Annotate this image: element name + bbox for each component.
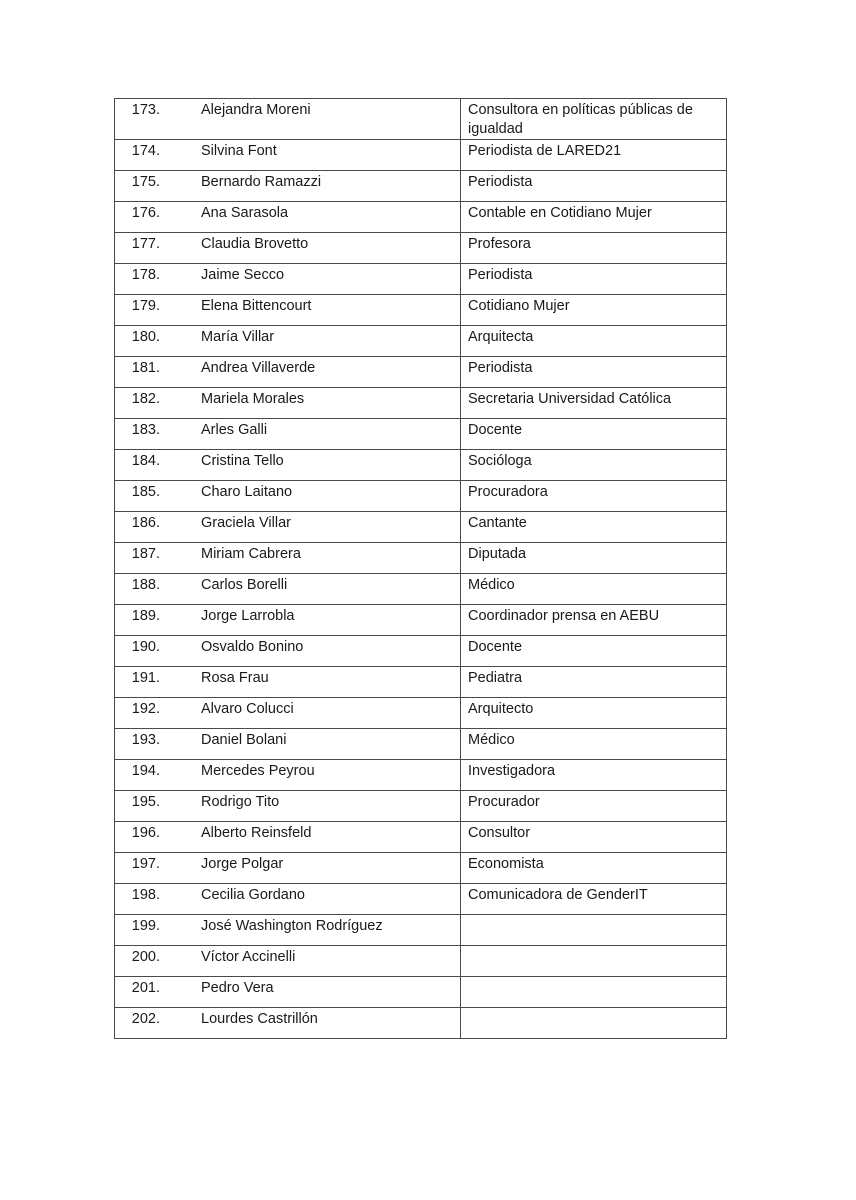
role-cell: Socióloga xyxy=(461,450,727,481)
person-name: Alejandra Moreni xyxy=(201,102,311,118)
table-row xyxy=(115,946,727,977)
row-number: 187. xyxy=(131,546,160,562)
role-cell: Procurador xyxy=(461,791,727,822)
row-number: 198. xyxy=(131,887,160,903)
row-number: 183. xyxy=(131,422,160,438)
row-number: 191. xyxy=(131,670,160,686)
person-name: Mercedes Peyrou xyxy=(201,763,315,779)
role-cell: Cantante xyxy=(461,512,727,543)
number-name-cell xyxy=(115,388,461,419)
number-name-cell xyxy=(115,1008,461,1039)
row-number: 189. xyxy=(131,608,160,624)
table-row xyxy=(115,264,727,295)
table-row xyxy=(115,853,727,884)
role-cell: Arquitecto xyxy=(461,698,727,729)
person-name: Alberto Reinsfeld xyxy=(201,825,312,841)
role-cell: Diputada xyxy=(461,543,727,574)
row-number: 199. xyxy=(131,918,160,934)
table-row xyxy=(115,822,727,853)
person-name: Víctor Accinelli xyxy=(201,949,296,965)
number-name-cell xyxy=(115,450,461,481)
role-cell: Profesora xyxy=(461,233,727,264)
person-name: Rodrigo Tito xyxy=(201,794,280,810)
person-name: Osvaldo Bonino xyxy=(201,639,304,655)
table-row xyxy=(115,295,727,326)
table-row xyxy=(115,419,727,450)
number-name-cell xyxy=(115,977,461,1008)
row-number: 193. xyxy=(131,732,160,748)
number-name-cell xyxy=(115,915,461,946)
row-number: 184. xyxy=(131,453,160,469)
number-name-cell xyxy=(115,791,461,822)
table-row xyxy=(115,450,727,481)
number-name-cell xyxy=(115,946,461,977)
person-name: Lourdes Castrillón xyxy=(201,1011,318,1027)
person-name: Rosa Frau xyxy=(201,670,269,686)
person-name: José Washington Rodríguez xyxy=(201,918,383,934)
role-cell: Consultor xyxy=(461,822,727,853)
table-row xyxy=(115,667,727,698)
table-row xyxy=(115,202,727,233)
number-name-cell xyxy=(115,512,461,543)
person-name: Daniel Bolani xyxy=(201,732,287,748)
number-name-cell xyxy=(115,140,461,171)
number-name-cell xyxy=(115,574,461,605)
table-row xyxy=(115,512,727,543)
role-cell: Contable en Cotidiano Mujer xyxy=(461,202,727,233)
table-row xyxy=(115,388,727,419)
person-name: Elena Bittencourt xyxy=(201,298,312,314)
table-row xyxy=(115,791,727,822)
row-number: 182. xyxy=(131,391,160,407)
role-cell: Médico xyxy=(461,729,727,760)
role-cell: Secretaria Universidad Católica xyxy=(461,388,727,419)
person-name: Claudia Brovetto xyxy=(201,236,309,252)
role-cell: Arquitecta xyxy=(461,326,727,357)
row-number: 200. xyxy=(131,949,160,965)
table-row xyxy=(115,233,727,264)
row-number: 173. xyxy=(131,102,160,118)
role-cell: Docente xyxy=(461,419,727,450)
person-name: Jorge Polgar xyxy=(201,856,284,872)
number-name-cell xyxy=(115,264,461,295)
role-cell: Periodista xyxy=(461,171,727,202)
table-row xyxy=(115,636,727,667)
row-number: 188. xyxy=(131,577,160,593)
table-row xyxy=(115,884,727,915)
role-cell xyxy=(461,977,727,1008)
signatories-table xyxy=(114,98,727,1039)
row-number: 192. xyxy=(131,701,160,717)
person-name: Arles Galli xyxy=(201,422,268,438)
role-cell: Consultora en políticas públicas de igualdad xyxy=(461,99,727,140)
table-row xyxy=(115,357,727,388)
number-name-cell xyxy=(115,99,461,140)
role-cell: Docente xyxy=(461,636,727,667)
person-name: Mariela Morales xyxy=(201,391,305,407)
table-row xyxy=(115,171,727,202)
table-row xyxy=(115,977,727,1008)
number-name-cell xyxy=(115,853,461,884)
person-name: Ana Sarasola xyxy=(201,205,289,221)
person-name: Bernardo Ramazzi xyxy=(201,174,322,190)
number-name-cell xyxy=(115,884,461,915)
number-name-cell xyxy=(115,295,461,326)
row-number: 181. xyxy=(131,360,160,376)
person-name: Carlos Borelli xyxy=(201,577,288,593)
table-row xyxy=(115,915,727,946)
number-name-cell xyxy=(115,326,461,357)
row-number: 174. xyxy=(131,143,160,159)
person-name: Jorge Larrobla xyxy=(201,608,295,624)
row-number: 195. xyxy=(131,794,160,810)
row-number: 185. xyxy=(131,484,160,500)
person-name: Charo Laitano xyxy=(201,484,293,500)
person-name: Silvina Font xyxy=(201,143,277,159)
number-name-cell xyxy=(115,233,461,264)
role-cell: Periodista de LARED21 xyxy=(461,140,727,171)
role-cell xyxy=(461,1008,727,1039)
row-number: 178. xyxy=(131,267,160,283)
role-cell: Pediatra xyxy=(461,667,727,698)
number-name-cell xyxy=(115,605,461,636)
row-number: 179. xyxy=(131,298,160,314)
row-number: 190. xyxy=(131,639,160,655)
table-row xyxy=(115,481,727,512)
person-name: María Villar xyxy=(201,329,275,345)
number-name-cell xyxy=(115,419,461,450)
role-cell: Economista xyxy=(461,853,727,884)
role-cell xyxy=(461,915,727,946)
table-row xyxy=(115,760,727,791)
role-cell xyxy=(461,946,727,977)
number-name-cell xyxy=(115,667,461,698)
row-number: 201. xyxy=(131,980,160,996)
signatories-table-body xyxy=(115,99,727,1039)
number-name-cell xyxy=(115,822,461,853)
table-row xyxy=(115,605,727,636)
role-cell: Médico xyxy=(461,574,727,605)
person-name: Cecilia Gordano xyxy=(201,887,305,903)
person-name: Graciela Villar xyxy=(201,515,291,531)
number-name-cell xyxy=(115,202,461,233)
number-name-cell xyxy=(115,171,461,202)
number-name-cell xyxy=(115,636,461,667)
person-name: Pedro Vera xyxy=(201,980,274,996)
table-row xyxy=(115,1008,727,1039)
role-cell: Periodista xyxy=(461,357,727,388)
table-row xyxy=(115,140,727,171)
role-cell: Cotidiano Mujer xyxy=(461,295,727,326)
number-name-cell xyxy=(115,729,461,760)
person-name: Alvaro Colucci xyxy=(201,701,294,717)
person-name: Jaime Secco xyxy=(201,267,285,283)
person-name: Andrea Villaverde xyxy=(201,360,316,376)
number-name-cell xyxy=(115,698,461,729)
role-cell: Investigadora xyxy=(461,760,727,791)
number-name-cell xyxy=(115,760,461,791)
table-row xyxy=(115,698,727,729)
number-name-cell xyxy=(115,481,461,512)
row-number: 186. xyxy=(131,515,160,531)
person-name: Cristina Tello xyxy=(201,453,284,469)
number-name-cell xyxy=(115,543,461,574)
table-row xyxy=(115,99,727,140)
row-number: 194. xyxy=(131,763,160,779)
row-number: 197. xyxy=(131,856,160,872)
table-row xyxy=(115,574,727,605)
role-cell: Comunicadora de GenderIT xyxy=(461,884,727,915)
row-number: 180. xyxy=(131,329,160,345)
row-number: 177. xyxy=(131,236,160,252)
row-number: 175. xyxy=(131,174,160,190)
role-cell: Periodista xyxy=(461,264,727,295)
number-name-cell xyxy=(115,357,461,388)
table-row xyxy=(115,729,727,760)
row-number: 196. xyxy=(131,825,160,841)
person-name: Miriam Cabrera xyxy=(201,546,301,562)
role-cell: Coordinador prensa en AEBU xyxy=(461,605,727,636)
table-row xyxy=(115,543,727,574)
table-row xyxy=(115,326,727,357)
row-number: 176. xyxy=(131,205,160,221)
row-number: 202. xyxy=(131,1011,160,1027)
role-cell: Procuradora xyxy=(461,481,727,512)
